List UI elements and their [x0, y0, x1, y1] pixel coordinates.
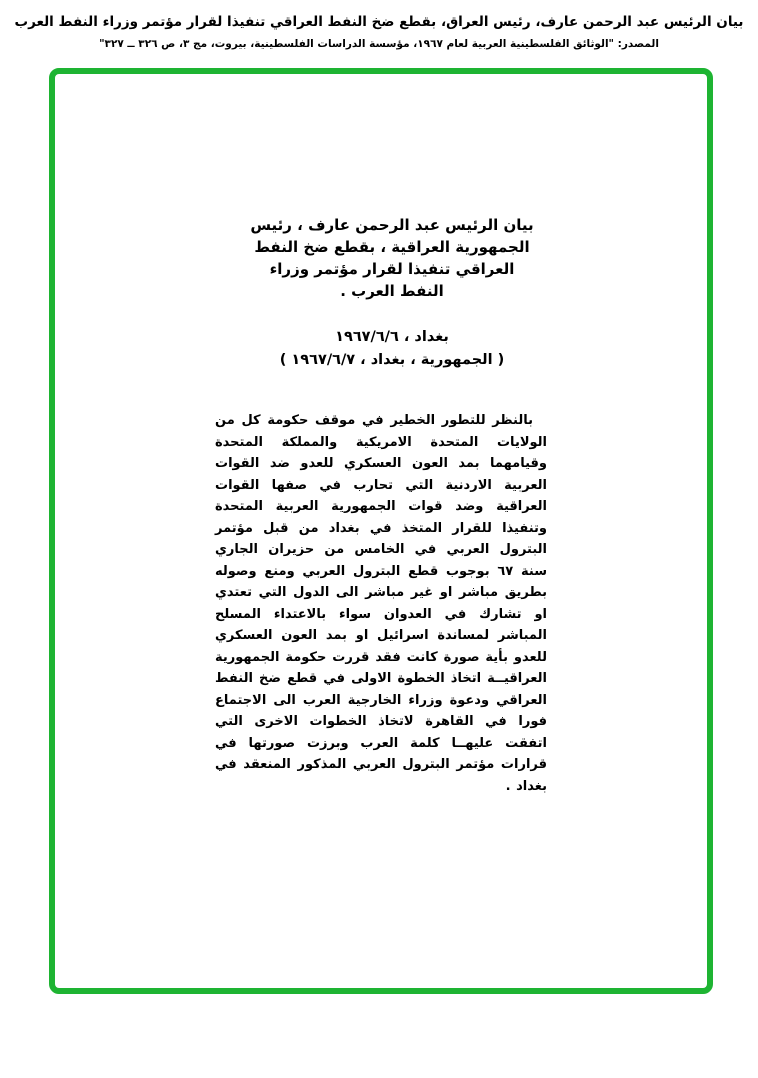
doc-title-line: بيان الرئيس عبد الرحمن عارف ، رئيس [250, 216, 534, 234]
doc-title-line: النفط العرب . [340, 282, 444, 300]
doc-title-line: العراقي تنفيذا لقرار مؤتمر وزراء [269, 260, 515, 278]
green-frame [49, 68, 713, 994]
header-title: بيان الرئيس عبد الرحمن عارف، رئيس العراق، بقطع ضخ النفط العراقي تنفيذا لقرار مؤتمر وزراء النفط العرب [14, 14, 744, 30]
doc-dateline-primary: بغداد ، ١٩٦٧/٦/٦ [335, 329, 449, 345]
document-header [0, 10, 758, 52]
doc-title-line: الجمهورية العراقية ، بقطع ضخ النفط [254, 238, 530, 256]
header-source-citation: المصدر: "الوثائق الفلسطينية العربية لعام ١٩٦٧، مؤسسة الدراسات الفلسطينية، بيروت، مج ٣، ص ٣٢٦ ــ ٣٢٧" [99, 38, 659, 50]
doc-body-paragraph: بالنظر للتطور الخطير في موقف حكومة كل من الولايات المتحدة الامريكية والمملكة المتحدة وقيامهما بمد العون العسكري للعدو ضد القوات العربية الاردنية التي تحارب في صفها القوات العراقية وضد قوات الجمهورية العربية المتحدة وتنفيذا للقرار المتخذ في بغداد من قبل مؤتمر البترول العربي في الخامس من حزيران الجاري سنة ٦٧ بوجوب قطع البترول العربي ومنع وصوله بطريق مباشر او غير مباشر الى الدول التي تعتدي او تشارك في العدوان سواء بالاعتداء المسلح المباشر لمساندة اسرائيل او بمد العون العسكري للعدو بأية صورة كانت فقد قررت حكومة الجمهورية العراقيــة اتخاذ الخطوة الاولى في قطع ضخ النفط العراقي ودعوة وزراء الخارجية العرب الى الاجتماع فورا في القاهرة لاتخاذ الخطوات الاخرى التي اتفقت عليهــا كلمة العرب وبرزت صورتها في قرارات مؤتمر البترول العربي المذكور المنعقد في بغداد . [215, 413, 547, 794]
doc-datelines [222, 326, 562, 372]
doc-dateline-secondary: ( الجمهورية ، بغداد ، ١٩٦٧/٦/٧ ) [279, 352, 505, 368]
doc-title [222, 214, 562, 302]
